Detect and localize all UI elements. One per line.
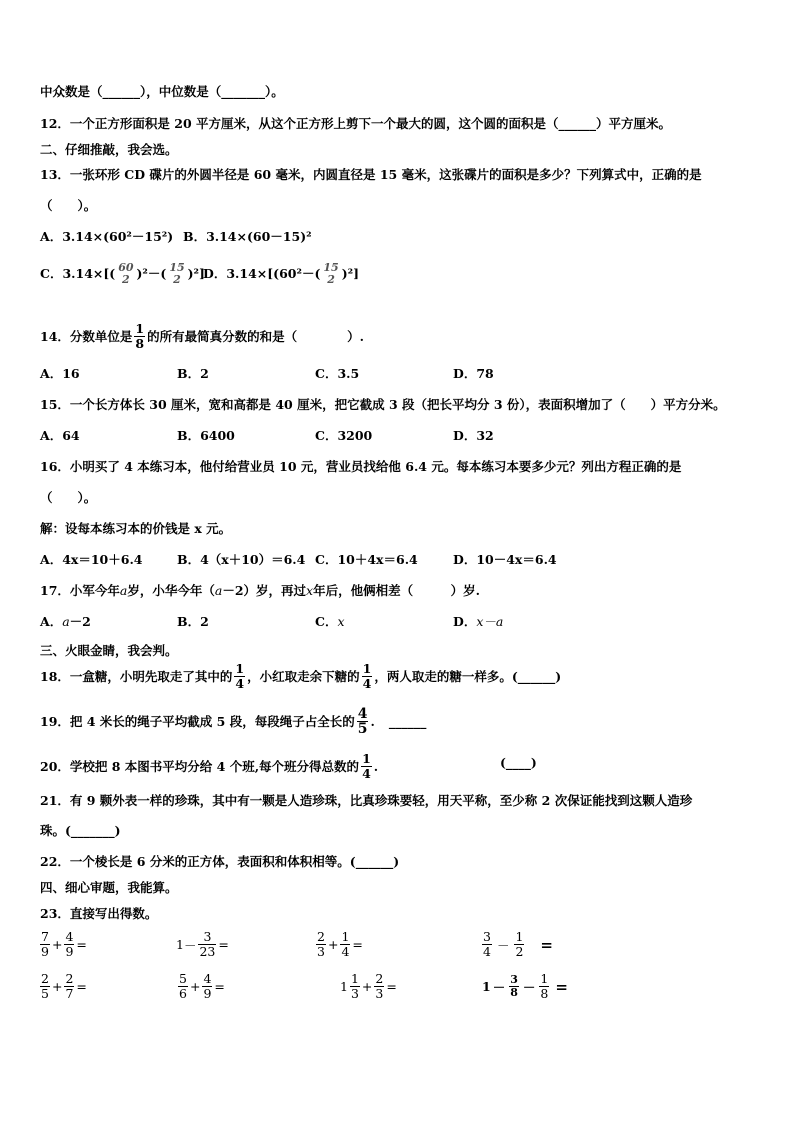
fraction-numerator: 1 [540,971,549,986]
fraction-denominator: 4 [483,944,491,959]
q11-tail: 中众数是（______），中位数是（_______）。 [40,84,284,99]
fraction [350,972,360,1001]
question-22: 22．一个棱长是 6 分米的正方体，表面积和体积相等。(______) [40,854,400,869]
fraction-numerator: 3 [483,929,491,944]
q20-suffix: . [373,758,379,774]
fraction-numerator: 1 [362,661,372,676]
fraction-numerator: 15 [169,261,185,274]
q17-var-a2: a [214,583,223,598]
fraction-numerator: 3 [203,929,212,944]
question-14 [40,322,364,351]
q15-option-a[interactable]: A．64 [40,428,80,443]
whole-number: 1 [340,979,348,994]
fraction-denominator: 4 [341,944,350,959]
fraction [514,930,524,959]
question-16-line2: （ ）。 [40,490,97,505]
q13-option-d-fraction-15-over-2 [322,262,339,286]
q13-option-c-fraction-15-over-2 [168,262,185,286]
fraction-denominator: 3 [375,986,384,1001]
fraction-denominator: 8 [510,986,518,999]
fraction [539,972,549,1001]
fraction-numerator: 1 [235,661,245,676]
fraction [340,930,350,959]
fraction-numerator: 1 [341,929,350,944]
plus-sign: + [51,937,63,952]
fraction [482,930,492,959]
q16-option-d[interactable]: D．10－4x＝6.4 [453,552,557,567]
fraction-denominator: 3 [350,986,359,1001]
whole-number: 1 [176,937,184,952]
equals-sign: = [218,937,229,952]
fraction-numerator: 4 [203,971,212,986]
question-16-line3: 解：设每本练习本的价钱是 x 元。 [40,521,232,536]
fraction [202,972,212,1001]
section-2-title: 二、仔细推敲，我会选。 [40,142,178,157]
fraction-denominator: 5 [41,986,49,1001]
minus-sign: － [496,937,510,953]
fraction-numerator: 1 [515,929,524,944]
q15-option-c[interactable]: C．3200 [315,428,373,443]
q18-fraction-1-over-4 [234,662,245,691]
equals-sign: = [76,937,87,952]
q14-option-a[interactable]: A．16 [40,366,80,381]
q13-option-c-prefix: C．3.14×[( [40,266,116,281]
fraction-denominator: 8 [540,986,549,1001]
q19-answer-blank[interactable]: ______ [388,713,427,729]
question-23-title: 23．直接写出得数。 [40,906,158,921]
q13-option-a[interactable]: A．3.14×(60²－15²) [40,229,174,244]
q16-option-a[interactable]: A．4x＝10＋6.4 [40,552,143,567]
fraction-numerator: 15 [323,261,339,274]
q16-option-b[interactable]: B．4（x＋10）＝6.4 [177,552,306,567]
q18-mid: ，小红取走余下糖的 [247,668,360,684]
q13-option-b[interactable]: B．3.14×(60－15)² [183,229,312,244]
section-4-title: 四、细心审题，我能算。 [40,880,178,895]
q17-option-c-var: x [337,614,345,629]
question-20 [40,752,378,781]
q17-var-x: x [306,583,314,598]
q14-suffix: 的所有最简真分数的和是（ ）. [147,328,364,344]
question-13-line1: 13．一张环形 CD 碟片的外圆半径是 60 毫米，内圆直径是 15 毫米，这张碟片的面积是多少？下列算式中，正确的是 [40,167,702,182]
plus-sign: + [51,979,63,994]
minus-sign: － [522,979,536,995]
fraction-denominator: 9 [65,944,74,959]
fraction [64,972,74,1001]
fraction-denominator: 9 [203,986,212,1001]
fraction-numerator: 3 [510,973,518,986]
fraction [40,930,50,959]
fraction-numerator: 2 [41,971,49,986]
q13-option-c-suffix: )²] [187,266,205,281]
calc-2 [176,930,229,959]
fraction-denominator: 3 [317,944,325,959]
fraction-denominator: 2 [515,944,524,959]
fraction-numerator: 4 [357,706,368,722]
fraction-numerator: 2 [65,971,74,986]
q13-option-d-prefix: D．3.14×[(60²－( [203,266,321,281]
calc-6 [176,972,225,1001]
q17-option-b[interactable]: B．2 [177,614,209,629]
q17-option-a[interactable] [40,614,91,630]
fraction-numerator: 60 [118,261,134,274]
fraction [64,930,74,959]
q13-option-c[interactable] [40,262,205,286]
fraction-numerator: 1 [135,321,145,336]
fraction-denominator: 2 [173,273,181,286]
fraction-numerator: 1 [362,751,371,766]
q15-option-b[interactable]: B．6400 [177,428,235,443]
q15-option-d[interactable]: D．32 [453,428,494,443]
fraction-denominator: 5 [357,721,368,737]
section-3-title: 三、火眼金睛，我会判。 [40,643,178,658]
fraction-numerator: 2 [317,929,325,944]
fraction-denominator: 4 [362,676,372,691]
fraction-denominator: 4 [362,766,371,781]
q18-prefix: 18．一盒糖，小明先取走了其中的 [40,668,233,684]
fraction [178,972,188,1001]
q17-option-d[interactable] [453,614,503,630]
q14-option-d[interactable]: D．78 [453,366,494,381]
calc-4 [480,930,553,959]
equals-sign: = [214,979,225,994]
fraction-numerator: 1 [350,971,359,986]
q17-option-a-label: A． [40,614,63,629]
q18-fraction-1-over-4-second [362,662,373,691]
plus-sign: + [361,979,373,994]
q14-fraction-1-over-8 [134,322,145,351]
whole-number: 1 [482,979,491,994]
fraction [509,974,519,999]
calc-7 [340,972,397,1001]
fraction [316,930,326,959]
q17-option-a-rest: －2 [69,614,91,629]
q17-option-c-label: C． [315,614,338,629]
q14-option-c[interactable]: C．3.5 [315,366,360,381]
q17-text-d: 年后，他俩相差（ ）岁. [313,583,480,598]
q13-option-d[interactable] [203,262,359,286]
q17-option-a-var: a [62,614,70,629]
fraction-denominator: 9 [41,944,49,959]
equals-sign: = [76,979,87,994]
fraction-denominator: 6 [179,986,187,1001]
minus-sign: － [492,979,506,995]
question-21-line1: 21．有 9 颗外表一样的珍珠，其中有一颗是人造珍珠，比真珍珠要轻，用天平称，至少称 2 次保证能找到这颗人造珍 [40,793,693,808]
q16-option-c[interactable]: C．10＋4x＝6.4 [315,552,418,567]
fraction-denominator: 23 [199,944,216,959]
q19-fraction-4-over-5 [357,707,369,736]
fraction [40,972,50,1001]
fraction-denominator: 2 [327,273,335,286]
fraction [198,930,216,959]
calc-5 [38,972,87,1001]
minus-sign: － [183,937,197,953]
fraction-numerator: 4 [65,929,74,944]
q18-suffix: ，两人取走的糖一样多。(______) [374,668,562,684]
fraction-denominator: 7 [65,986,74,1001]
fraction-numerator: 7 [41,929,49,944]
equals-sign: = [540,935,553,954]
q19-suffix: . [370,713,375,729]
q14-option-b[interactable]: B．2 [177,366,209,381]
fraction-numerator: 2 [375,971,384,986]
q17-var-a: a [119,583,128,598]
question-18 [40,662,561,691]
question-19 [40,707,426,736]
calc-1 [38,930,87,959]
q14-prefix: 14．分数单位是 [40,328,133,344]
q17-text-c: －2）岁，再过 [222,583,307,598]
q20-prefix: 20．学校把 8 本图书平均分给 4 个班,每个班分得总数的 [40,758,360,774]
q20-fraction-1-over-4 [361,752,372,781]
plus-sign: + [327,937,339,952]
calc-8 [482,972,568,1001]
q17-text-a: 17．小军今年 [40,583,120,598]
q13-option-d-suffix: )²] [341,266,359,281]
question-17 [40,583,480,599]
q19-prefix: 19．把 4 米长的绳子平均截成 5 段，每段绳子占全长的 [40,713,355,729]
equals-sign: = [386,979,397,994]
equals-sign: = [352,937,363,952]
fraction-denominator: 4 [235,676,245,691]
calc-3 [314,930,363,959]
q20-answer-blank[interactable]: (____) [500,755,537,770]
fraction [374,972,384,1001]
question-15: 15．一个长方体长 30 厘米，宽和高都是 40 厘米，把它截成 3 段（把长平均分 3 份），表面积增加了（ ）平方分米。 [40,397,726,412]
fraction-denominator: 8 [135,336,145,351]
question-13-line2: （ ）。 [40,198,97,213]
q17-option-d-var: x－a [476,614,504,629]
q13-option-c-mid: )²－( [136,266,167,281]
question-16-line1: 16．小明买了 4 本练习本，他付给营业员 10 元，营业员找给他 6.4 元。每本练习本要多少元？列出方程正确的是 [40,459,682,474]
q17-text-b: 岁，小华今年（ [127,583,215,598]
question-12: 12．一个正方形面积是 20 平方厘米，从这个正方形上剪下一个最大的圆，这个圆的面积是（______）平方厘米。 [40,116,671,131]
fraction-denominator: 2 [122,273,130,286]
plus-sign: + [189,979,201,994]
fraction-numerator: 5 [179,971,187,986]
equals-sign: = [555,977,568,996]
q13-option-c-fraction-60-over-2 [117,262,134,286]
question-21-line2: 珠。(_______) [40,823,121,838]
q17-option-d-label: D． [453,614,477,629]
q17-option-c[interactable] [315,614,345,630]
